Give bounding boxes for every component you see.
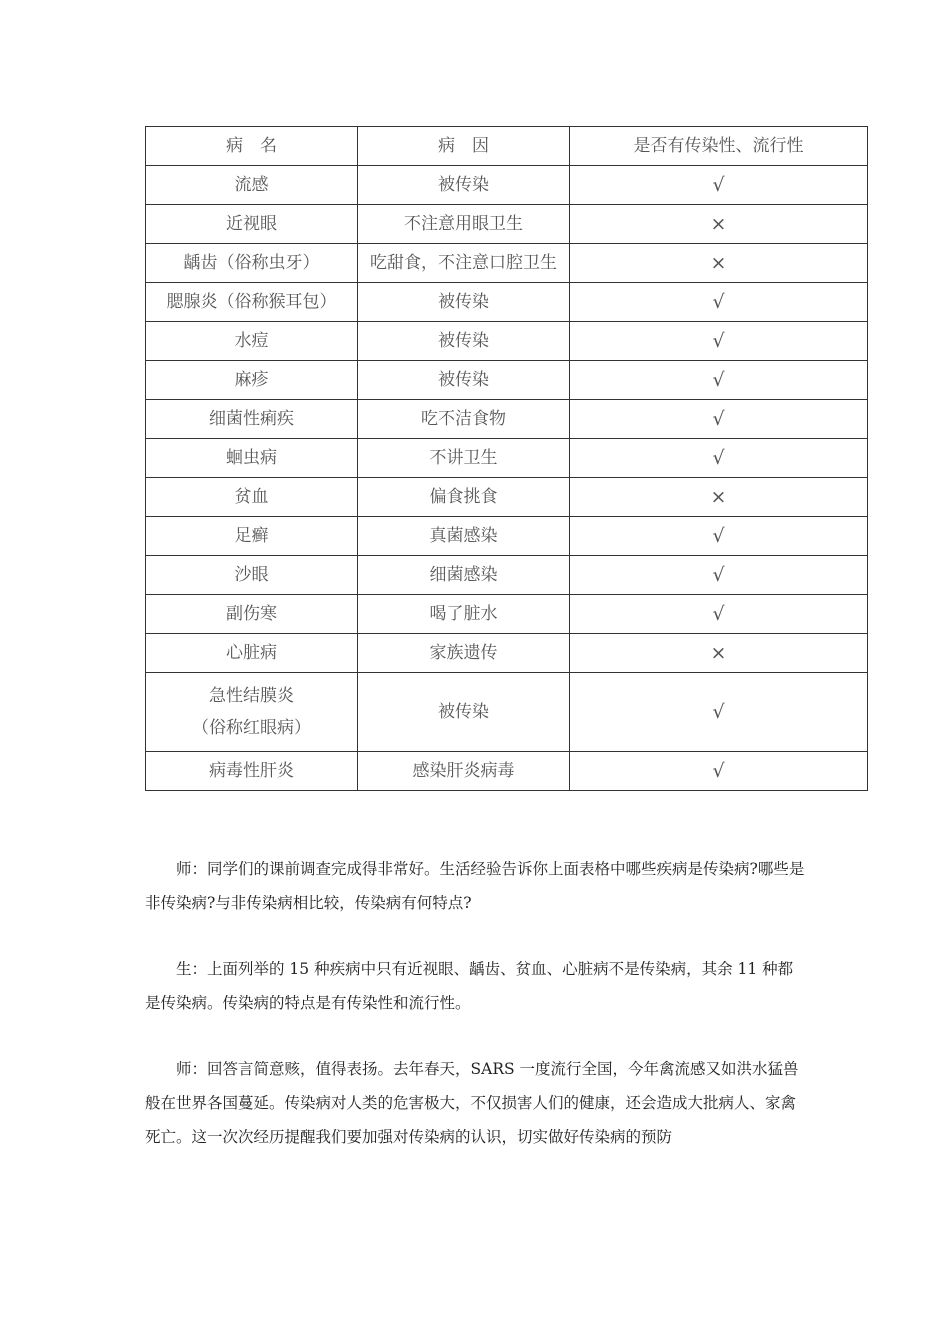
disease-cause: 被传染	[358, 283, 570, 322]
teacher-question-paragraph: 师：同学们的课前调查完成得非常好。生活经验告诉你上面表格中哪些疾病是传染病?哪些是非传染病?与非传染病相比较，传染病有何特点?	[145, 860, 805, 912]
disease-table	[145, 126, 868, 791]
disease-name: 龋齿（俗称虫牙）	[146, 244, 358, 283]
disease-cause: 喝了脏水	[358, 595, 570, 634]
disease-cause: 真菌感染	[358, 517, 570, 556]
table-row	[146, 478, 868, 517]
infectious-mark: ×	[570, 478, 868, 517]
disease-name: 足癣	[146, 517, 358, 556]
table-row	[146, 517, 868, 556]
disease-name: 蛔虫病	[146, 439, 358, 478]
table-row	[146, 205, 868, 244]
disease-cause: 吃不洁食物	[358, 400, 570, 439]
table-row	[146, 673, 868, 752]
disease-cause: 被传染	[358, 361, 570, 400]
infectious-mark: √	[570, 439, 868, 478]
table-row	[146, 166, 868, 205]
infectious-mark: √	[570, 400, 868, 439]
table-row	[146, 244, 868, 283]
infectious-mark: ×	[570, 634, 868, 673]
infectious-mark: √	[570, 166, 868, 205]
disease-name: 沙眼	[146, 556, 358, 595]
table-row	[146, 400, 868, 439]
disease-name: 流感	[146, 166, 358, 205]
table-row	[146, 634, 868, 673]
disease-cause: 不注意用眼卫生	[358, 205, 570, 244]
disease-name-line: 急性结膜炎	[209, 686, 294, 706]
disease-name: 腮腺炎（俗称猴耳包）	[146, 283, 358, 322]
disease-name: 心脏病	[146, 634, 358, 673]
student-answer-paragraph: 生：上面列举的 15 种疾病中只有近视眼、龋齿、贫血、心脏病不是传染病，其余 11 种都是传染病。传染病的特点是有传染性和流行性。	[145, 960, 794, 1012]
disease-cause: 家族遗传	[358, 634, 570, 673]
disease-name: 副伤寒	[146, 595, 358, 634]
disease-cause: 被传染	[358, 166, 570, 205]
disease-name	[146, 673, 358, 752]
table-row	[146, 439, 868, 478]
disease-name: 麻疹	[146, 361, 358, 400]
disease-name: 贫血	[146, 478, 358, 517]
table-row	[146, 361, 868, 400]
header-cause: 病 因	[358, 127, 570, 166]
infectious-mark: √	[570, 752, 868, 791]
infectious-mark: √	[570, 517, 868, 556]
infectious-mark: √	[570, 283, 868, 322]
disease-cause: 不讲卫生	[358, 439, 570, 478]
teacher-comment-paragraph: 师：回答言简意赅，值得表扬。去年春天，SARS 一度流行全国，今年禽流感又如洪水猛兽般在世界各国蔓延。传染病对人类的危害极大，不仅损害人们的健康，还会造成大批病人、家禽死亡。这一次次经历提醒我们要加强对传染病的认识，切实做好传染病的预防	[145, 1060, 799, 1146]
table-row	[146, 556, 868, 595]
infectious-mark: √	[570, 673, 868, 752]
disease-cause: 偏食挑食	[358, 478, 570, 517]
table-row	[146, 595, 868, 634]
table-row	[146, 283, 868, 322]
disease-name: 病毒性肝炎	[146, 752, 358, 791]
disease-name: 细菌性痢疾	[146, 400, 358, 439]
table-row	[146, 322, 868, 361]
disease-name-line: （俗称红眼病）	[192, 718, 311, 738]
infectious-mark: √	[570, 322, 868, 361]
disease-cause: 吃甜食，不注意口腔卫生	[358, 244, 570, 283]
table-row	[146, 752, 868, 791]
disease-cause: 细菌感染	[358, 556, 570, 595]
disease-cause: 被传染	[358, 673, 570, 752]
disease-cause: 被传染	[358, 322, 570, 361]
disease-name: 水痘	[146, 322, 358, 361]
disease-name: 近视眼	[146, 205, 358, 244]
infectious-mark: √	[570, 556, 868, 595]
header-infectious: 是否有传染性、流行性	[570, 127, 868, 166]
infectious-mark: √	[570, 595, 868, 634]
disease-cause: 感染肝炎病毒	[358, 752, 570, 791]
infectious-mark: ×	[570, 205, 868, 244]
header-disease-name: 病 名	[146, 127, 358, 166]
table-header-row	[146, 127, 868, 166]
infectious-mark: √	[570, 361, 868, 400]
infectious-mark: ×	[570, 244, 868, 283]
